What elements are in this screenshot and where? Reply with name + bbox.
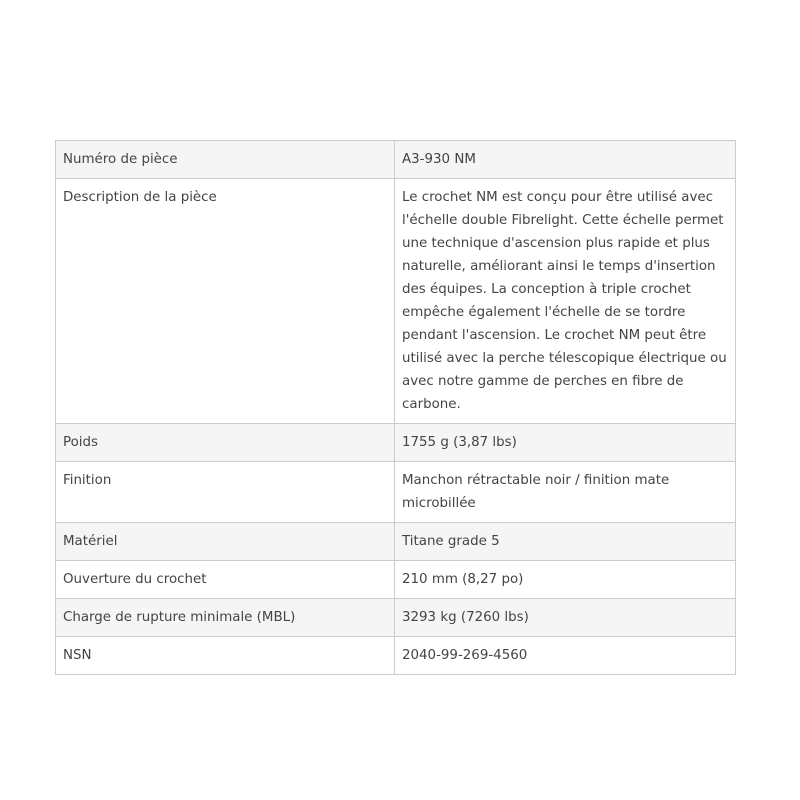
row-value: Manchon rétractable noir / finition mate microbillée [395,462,736,523]
table-row-material [56,523,736,561]
table-row-nsn [56,637,736,675]
row-label: Numéro de pièce [56,141,395,179]
specifications-table [55,140,736,675]
row-value: 210 mm (8,27 po) [395,561,736,599]
row-value: A3-930 NM [395,141,736,179]
table-row-finish [56,462,736,523]
table-row-hook-opening [56,561,736,599]
row-label: NSN [56,637,395,675]
table-row-description [56,179,736,424]
table-row-weight [56,424,736,462]
table-row-part-number [56,141,736,179]
row-value: Titane grade 5 [395,523,736,561]
row-label: Charge de rupture minimale (MBL) [56,599,395,637]
row-label: Matériel [56,523,395,561]
row-label: Poids [56,424,395,462]
row-value: 2040-99-269-4560 [395,637,736,675]
row-label: Description de la pièce [56,179,395,424]
row-value: Le crochet NM est conçu pour être utilisé avec l'échelle double Fibrelight. Cette échelle permet une technique d'ascension plus rapide et plus naturelle, améliorant ainsi le temps d'insertion des équipes. La conception à triple crochet empêche également l'échelle de se tordre pendant l'ascension. Le crochet NM peut être utilisé avec la perche télescopique électrique ou avec notre gamme de perches en fibre de carbone. [395,179,736,424]
table-row-breaking-load [56,599,736,637]
row-label: Ouverture du crochet [56,561,395,599]
row-value: 1755 g (3,87 lbs) [395,424,736,462]
row-label: Finition [56,462,395,523]
row-value: 3293 kg (7260 lbs) [395,599,736,637]
